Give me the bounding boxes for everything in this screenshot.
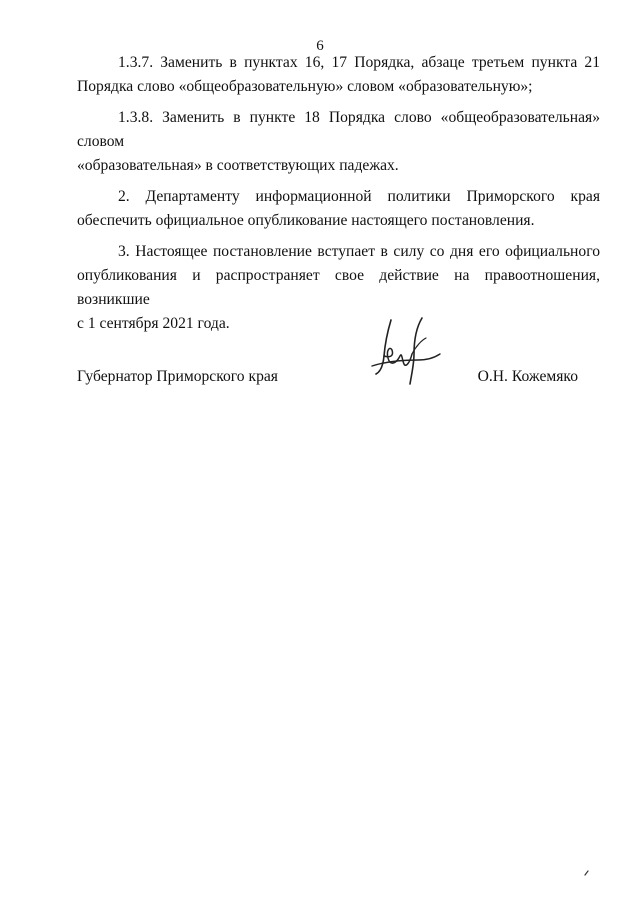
page-number: 6 xyxy=(316,38,324,54)
paragraph-3-end xyxy=(77,312,600,336)
paragraph-2-cont xyxy=(77,209,600,233)
paragraph-line: «образовательная» в соответствующих падежах. xyxy=(77,157,399,174)
paragraph-3 xyxy=(77,240,600,264)
paragraph-line: 1.3.7. Заменить в пунктах 16, 17 Порядка, абзаце третьем пункта 21 xyxy=(118,54,600,71)
document-body xyxy=(77,51,600,343)
signatory-name: О.Н. Кожемяко xyxy=(477,368,578,385)
signatory-title: Губернатор Приморского края xyxy=(77,368,278,385)
paragraph-1-3-8-cont xyxy=(77,154,600,178)
paragraph-line: обеспечить официальное опубликование настоящего постановления. xyxy=(77,212,535,229)
paragraph-line: 2. Департаменту информационной политики Приморского края xyxy=(118,188,600,205)
paragraph-3-cont xyxy=(77,264,600,312)
paragraph-line: 1.3.8. Заменить в пункте 18 Порядка слово «общеобразовательная» словом xyxy=(77,109,600,150)
paragraph-1-3-7-cont xyxy=(77,75,600,99)
paragraph-1-3-7 xyxy=(77,51,600,75)
paragraph-1-3-8 xyxy=(77,106,600,154)
paragraph-line: Порядка слово «общеобразовательную» словом «образовательную»; xyxy=(77,78,533,95)
signature-block xyxy=(77,365,600,389)
paragraph-2 xyxy=(77,185,600,209)
paragraph-line: 3. Настоящее постановление вступает в силу со дня его официального xyxy=(118,243,600,260)
paragraph-line: опубликования и распространяет свое действие на правоотношения, возникшие xyxy=(77,267,600,308)
stray-mark-icon xyxy=(584,870,590,876)
paragraph-line: с 1 сентября 2021 года. xyxy=(77,315,230,332)
